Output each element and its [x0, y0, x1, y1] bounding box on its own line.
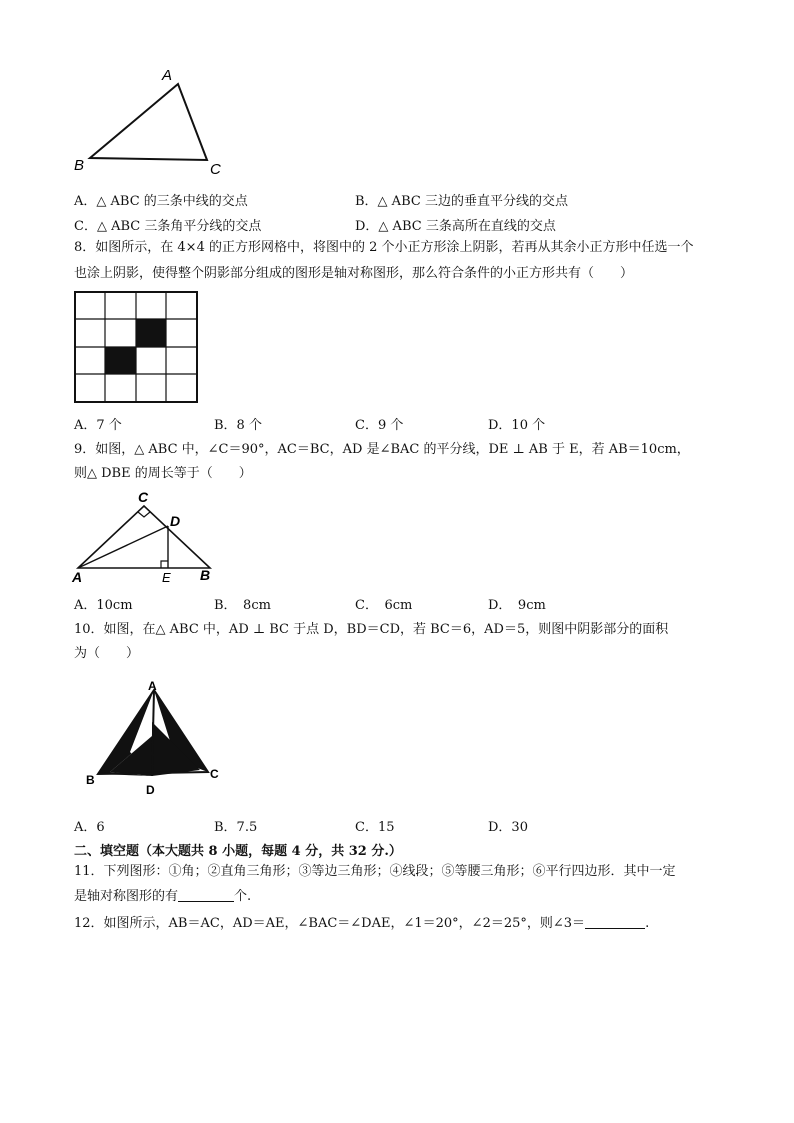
q10-text-line1: 10．如图，在△ ABC 中，AD ⊥ BC 于点 D，BD＝CD，若 BC＝6，AD＝5，则图中阴影部分的面积 — [74, 622, 669, 637]
q9-option-d[interactable]: D． 9cm — [488, 598, 546, 613]
q8-option-c[interactable]: C．9 个 — [355, 418, 404, 433]
vertex-label-a: A — [72, 569, 83, 585]
q12-answer-blank[interactable] — [585, 914, 645, 929]
right-angle-mark-c — [138, 512, 150, 517]
vertex-label-a: A — [162, 67, 173, 84]
q7-option-b[interactable]: B．△ ABC 三边的垂直平分线的交点 — [355, 194, 568, 209]
triangle-abc-bisector-figure — [70, 486, 220, 586]
vertex-label-d: D — [146, 783, 155, 797]
q12-text-end: . — [645, 916, 650, 931]
q7-option-a[interactable]: A．△ ABC 的三条中线的交点 — [74, 194, 248, 209]
shaded-square — [105, 347, 136, 374]
q10-option-d[interactable]: D．30 — [488, 820, 528, 835]
q9-option-a[interactable]: A．10cm — [74, 598, 133, 613]
q8-option-a[interactable]: A．7 个 — [74, 418, 122, 433]
right-angle-mark-e — [161, 561, 168, 568]
triangle-abc-figure — [70, 62, 240, 182]
grid-4x4-figure — [74, 291, 200, 405]
vertex-label-b: B — [74, 157, 85, 174]
vertex-label-b: B — [86, 773, 95, 787]
q10-option-b[interactable]: B．7.5 — [214, 820, 258, 835]
bisector-ad — [78, 526, 168, 568]
q8-option-b[interactable]: B．8 个 — [214, 418, 262, 433]
vertex-label-c: C — [210, 161, 221, 178]
q10-option-a[interactable]: A．6 — [74, 820, 105, 835]
q11-text-line2 — [74, 887, 251, 907]
q9-option-b[interactable]: B． 8cm — [214, 598, 271, 613]
q11-text-post: 个. — [234, 889, 252, 904]
q9-option-c[interactable]: C． 6cm — [355, 598, 413, 613]
q12-text-main: 12．如图所示，AB＝AC，AD＝AE，∠BAC＝∠DAE，∠1＝20°，∠2＝25°，则∠3＝ — [74, 916, 586, 931]
q11-text-line1: 11．下列图形：①角；②直角三角形；③等边三角形；④线段；⑤等腰三角形；⑥平行四边形．其中一定 — [74, 864, 676, 879]
vertex-label-a: A — [148, 679, 157, 693]
q9-text-line2: 则△ DBE 的周长等于（ ） — [74, 466, 252, 481]
q11-text-pre: 是轴对称图形的有 — [74, 889, 179, 904]
q10-option-c[interactable]: C．15 — [355, 820, 395, 835]
shaded-square — [136, 319, 166, 347]
q7-option-c[interactable]: C．△ ABC 三条角平分线的交点 — [74, 219, 262, 234]
triangle-abc — [90, 84, 207, 160]
q8-option-d[interactable]: D．10 个 — [488, 418, 546, 433]
triangle-shaded-figure — [80, 676, 230, 804]
q9-text-line1: 9．如图，△ ABC 中，∠C＝90°，AC＝BC，AD 是∠BAC 的平分线，DE ⊥ AB 于 E，若 AB＝10cm， — [74, 442, 690, 457]
q8-text-line1: 8．如图所示，在 4×4 的正方形网格中，将图中的 2 个小正方形涂上阴影，若再从其余小正方形中任选一个 — [74, 240, 694, 255]
q8-text-line2: 也涂上阴影，使得整个阴影部分组成的图形是轴对称图形，那么符合条件的小正方形共有（ ） — [74, 266, 634, 281]
vertex-label-d: D — [170, 513, 181, 529]
q12-text — [74, 914, 649, 934]
section-title-fill-in: 二、填空题（本大题共 8 小题，每题 4 分，共 32 分.） — [74, 844, 402, 859]
q7-option-d[interactable]: D．△ ABC 三条高所在直线的交点 — [355, 219, 556, 234]
q11-answer-blank[interactable] — [178, 887, 234, 902]
vertex-label-e: E — [162, 570, 171, 585]
vertex-label-c: C — [210, 767, 219, 781]
vertex-label-b: B — [200, 567, 211, 583]
vertex-label-c: C — [138, 489, 149, 505]
q10-text-line2: 为（ ） — [74, 646, 140, 661]
